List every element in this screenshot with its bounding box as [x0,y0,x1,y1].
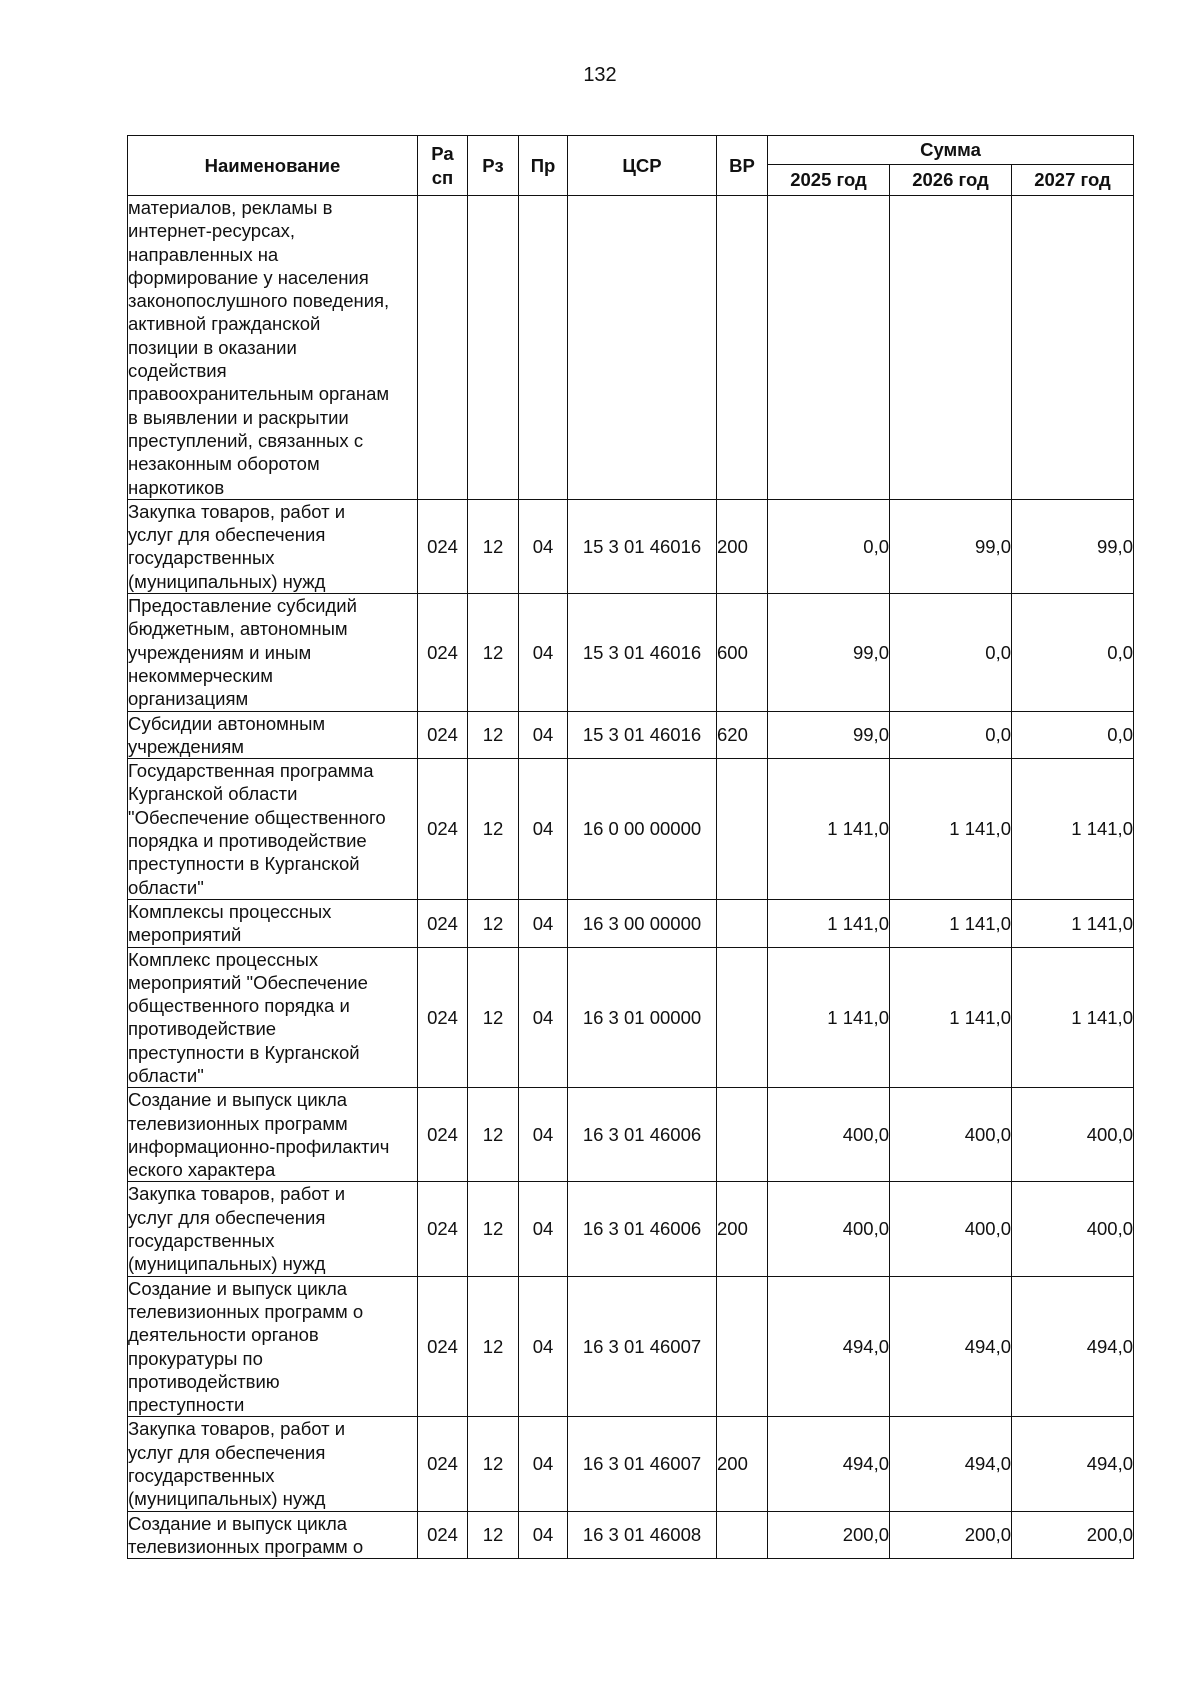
cell-rasp: 024 [418,899,468,947]
cell-name-line: деятельности органов [128,1324,319,1346]
cell-rz: 12 [468,594,519,711]
page-number: 132 [583,64,617,86]
table-row [128,499,1134,593]
cell-pr: 04 [519,711,568,759]
cell-vr: 200 [717,1182,768,1276]
cell-pr: 04 [519,759,568,900]
cell-rz: 12 [468,1088,519,1182]
cell-rz: 12 [468,499,519,593]
cell-vr [717,1276,768,1417]
cell-vr: 620 [717,711,768,759]
cell-vr [717,899,768,947]
cell-name-line: Создание и выпуск цикла [128,1512,348,1534]
cell-name [128,711,418,759]
cell-name-line: Предоставление субсидий [128,595,357,617]
table-row [128,196,1134,500]
cell-rasp: 024 [418,594,468,711]
cell-amount-2027: 494,0 [1012,1276,1134,1417]
table-row [128,1182,1134,1276]
cell-csr: 16 0 00 00000 [568,759,717,900]
cell-pr: 04 [519,947,568,1088]
cell-name-line: (муниципальных) нужд [128,570,326,592]
cell-amount-2026: 494,0 [890,1417,1012,1511]
cell-name [128,947,418,1088]
cell-rasp: 024 [418,947,468,1088]
cell-amount-2026: 1 141,0 [890,947,1012,1088]
cell-name-line: услуг для обеспечения [128,1206,326,1228]
cell-csr: 16 3 01 46007 [568,1276,717,1417]
cell-pr: 04 [519,1182,568,1276]
cell-name-line: правоохранительным органам [128,383,390,405]
header-year-2026: 2026 год [890,165,1012,196]
cell-name-line: незаконным оборотом [128,453,320,475]
cell-name-line: преступности в Курганской [128,1041,360,1063]
cell-amount-2027: 0,0 [1012,711,1134,759]
cell-pr: 04 [519,899,568,947]
cell-vr [717,1511,768,1559]
cell-name-line: некоммерческим [128,664,274,686]
cell-name-line: формирование у населения [128,266,369,288]
cell-name-line: Государственная программа [128,760,374,782]
cell-csr: 16 3 01 46006 [568,1088,717,1182]
cell-name [128,1088,418,1182]
cell-name-line: прокуратуры по [128,1347,263,1369]
cell-amount-2026: 494,0 [890,1276,1012,1417]
cell-rz: 12 [468,947,519,1088]
table-row [128,1417,1134,1511]
cell-amount-2027: 494,0 [1012,1417,1134,1511]
cell-amount-2027: 1 141,0 [1012,759,1134,900]
cell-name-line: учреждениям и иным [128,641,312,663]
cell-amount-2025: 494,0 [768,1417,890,1511]
cell-amount-2027 [1012,196,1134,500]
cell-rasp: 024 [418,711,468,759]
cell-name-line: области" [128,1064,204,1086]
cell-name-line: преступности в Курганской [128,853,360,875]
cell-name-line: Закупка товаров, работ и [128,1418,346,1440]
cell-amount-2027: 400,0 [1012,1088,1134,1182]
cell-rz: 12 [468,1182,519,1276]
table-row [128,594,1134,711]
cell-amount-2026 [890,196,1012,500]
cell-name-line: мероприятий [128,924,242,946]
cell-name-line: в выявлении и раскрытии [128,406,349,428]
cell-amount-2026: 0,0 [890,594,1012,711]
cell-amount-2026: 0,0 [890,711,1012,759]
table-row [128,899,1134,947]
cell-amount-2025: 99,0 [768,711,890,759]
cell-rz: 12 [468,1276,519,1417]
cell-pr: 04 [519,499,568,593]
cell-name-line: (муниципальных) нужд [128,1488,326,1510]
cell-amount-2027: 400,0 [1012,1182,1134,1276]
cell-name-line: бюджетным, автономным [128,618,348,640]
cell-name-line: государственных [128,1465,275,1487]
cell-rasp [418,196,468,500]
cell-rz: 12 [468,1511,519,1559]
cell-amount-2025: 0,0 [768,499,890,593]
cell-name-line: законопослушного поведения, [128,290,390,312]
cell-name-line: государственных [128,547,275,569]
cell-name-line: содействия [128,360,227,382]
cell-name-line: услуг для обеспечения [128,1441,326,1463]
cell-name-line: учреждениям [128,735,245,757]
header-rz: Рз [468,136,519,196]
cell-csr: 16 3 01 46008 [568,1511,717,1559]
cell-name-line: общественного порядка и [128,995,350,1017]
cell-name-line: (муниципальных) нужд [128,1253,326,1275]
cell-name-line: телевизионных программ о [128,1300,364,1322]
cell-pr: 04 [519,594,568,711]
cell-csr: 16 3 01 46006 [568,1182,717,1276]
cell-amount-2025: 99,0 [768,594,890,711]
cell-csr: 16 3 01 46007 [568,1417,717,1511]
header-sum: Сумма [768,136,1134,165]
cell-vr: 200 [717,499,768,593]
cell-name-line: противодействию [128,1370,280,1392]
cell-pr: 04 [519,1417,568,1511]
cell-csr [568,196,717,500]
cell-name-line: области" [128,876,204,898]
cell-pr: 04 [519,1511,568,1559]
cell-amount-2026: 400,0 [890,1088,1012,1182]
cell-name-line: Создание и выпуск цикла [128,1277,348,1299]
cell-amount-2025: 400,0 [768,1182,890,1276]
cell-name [128,759,418,900]
cell-rasp: 024 [418,1276,468,1417]
cell-amount-2026: 1 141,0 [890,899,1012,947]
cell-vr: 200 [717,1417,768,1511]
budget-table [127,135,1134,1559]
table-row [128,759,1134,900]
cell-csr: 15 3 01 46016 [568,499,717,593]
cell-vr [717,1088,768,1182]
cell-name-line: Комплексы процессных [128,900,332,922]
cell-name [128,1511,418,1559]
cell-name-line: еского характера [128,1159,276,1181]
cell-vr: 600 [717,594,768,711]
cell-name [128,1276,418,1417]
cell-name-line: активной гражданской [128,313,321,335]
cell-name-line: мероприятий "Обеспечение [128,971,368,993]
header-rasp-top: Ра [431,142,454,164]
cell-rasp: 024 [418,1511,468,1559]
table-row [128,1511,1134,1559]
cell-rasp: 024 [418,1088,468,1182]
header-vr: ВР [717,136,768,196]
cell-pr: 04 [519,1276,568,1417]
cell-amount-2025: 400,0 [768,1088,890,1182]
cell-rz [468,196,519,500]
cell-name-line: материалов, рекламы в [128,197,333,218]
cell-name-line: Закупка товаров, работ и [128,500,346,522]
cell-name [128,1417,418,1511]
cell-rz: 12 [468,1417,519,1511]
cell-amount-2026: 1 141,0 [890,759,1012,900]
header-year-2025: 2025 год [768,165,890,196]
cell-name-line: Создание и выпуск цикла [128,1089,348,1111]
table-body [128,196,1134,1559]
cell-rz: 12 [468,711,519,759]
cell-rasp: 024 [418,1417,468,1511]
header-csr: ЦСР [568,136,717,196]
cell-amount-2026: 200,0 [890,1511,1012,1559]
table-row [128,1276,1134,1417]
cell-amount-2027: 200,0 [1012,1511,1134,1559]
cell-vr [717,196,768,500]
cell-name-line: позиции в оказании [128,336,297,358]
cell-pr [519,196,568,500]
header-pr: Пр [519,136,568,196]
cell-name-line: порядка и противодействие [128,830,367,852]
cell-name-line: государственных [128,1230,275,1252]
cell-rasp: 024 [418,499,468,593]
cell-vr [717,759,768,900]
cell-csr: 15 3 01 46016 [568,594,717,711]
cell-rasp: 024 [418,759,468,900]
cell-name-line: Комплекс процессных [128,948,319,970]
cell-amount-2025: 1 141,0 [768,947,890,1088]
cell-amount-2027: 0,0 [1012,594,1134,711]
cell-name-line: направленных на [128,243,279,265]
cell-csr: 15 3 01 46016 [568,711,717,759]
cell-name [128,499,418,593]
header-rasp [418,136,468,196]
cell-name-line: наркотиков [128,476,225,498]
cell-amount-2025: 1 141,0 [768,899,890,947]
cell-name [128,1182,418,1276]
cell-name-line: телевизионных программ о [128,1535,364,1557]
cell-name-line: организациям [128,688,249,710]
cell-name-line: "Обеспечение общественного [128,806,386,828]
header-name: Наименование [128,136,418,196]
cell-amount-2027: 99,0 [1012,499,1134,593]
cell-name [128,899,418,947]
cell-pr: 04 [519,1088,568,1182]
cell-name-line: Курганской области [128,783,298,805]
cell-amount-2025: 1 141,0 [768,759,890,900]
cell-name [128,594,418,711]
cell-name [128,196,418,500]
table-row [128,947,1134,1088]
table-row [128,711,1134,759]
cell-amount-2025: 494,0 [768,1276,890,1417]
header-rasp-bottom: сп [431,166,454,188]
cell-amount-2025 [768,196,890,500]
cell-name-line: услуг для обеспечения [128,524,326,546]
cell-name-line: преступлений, связанных с [128,429,364,451]
cell-name-line: преступности [128,1394,245,1416]
cell-csr: 16 3 00 00000 [568,899,717,947]
cell-amount-2026: 400,0 [890,1182,1012,1276]
cell-name-line: интернет-ресурсах, [128,220,296,242]
cell-rz: 12 [468,759,519,900]
cell-amount-2026: 99,0 [890,499,1012,593]
cell-amount-2025: 200,0 [768,1511,890,1559]
header-year-2027: 2027 год [1012,165,1134,196]
cell-name-line: Закупка товаров, работ и [128,1183,346,1205]
cell-csr: 16 3 01 00000 [568,947,717,1088]
cell-name-line: информационно-профилактич [128,1135,390,1157]
cell-vr [717,947,768,1088]
cell-rz: 12 [468,899,519,947]
cell-amount-2027: 1 141,0 [1012,899,1134,947]
table-row [128,1088,1134,1182]
cell-amount-2027: 1 141,0 [1012,947,1134,1088]
cell-name-line: телевизионных программ [128,1112,348,1134]
cell-name-line: противодействие [128,1018,277,1040]
cell-rasp: 024 [418,1182,468,1276]
cell-name-line: Субсидии автономным [128,712,326,734]
